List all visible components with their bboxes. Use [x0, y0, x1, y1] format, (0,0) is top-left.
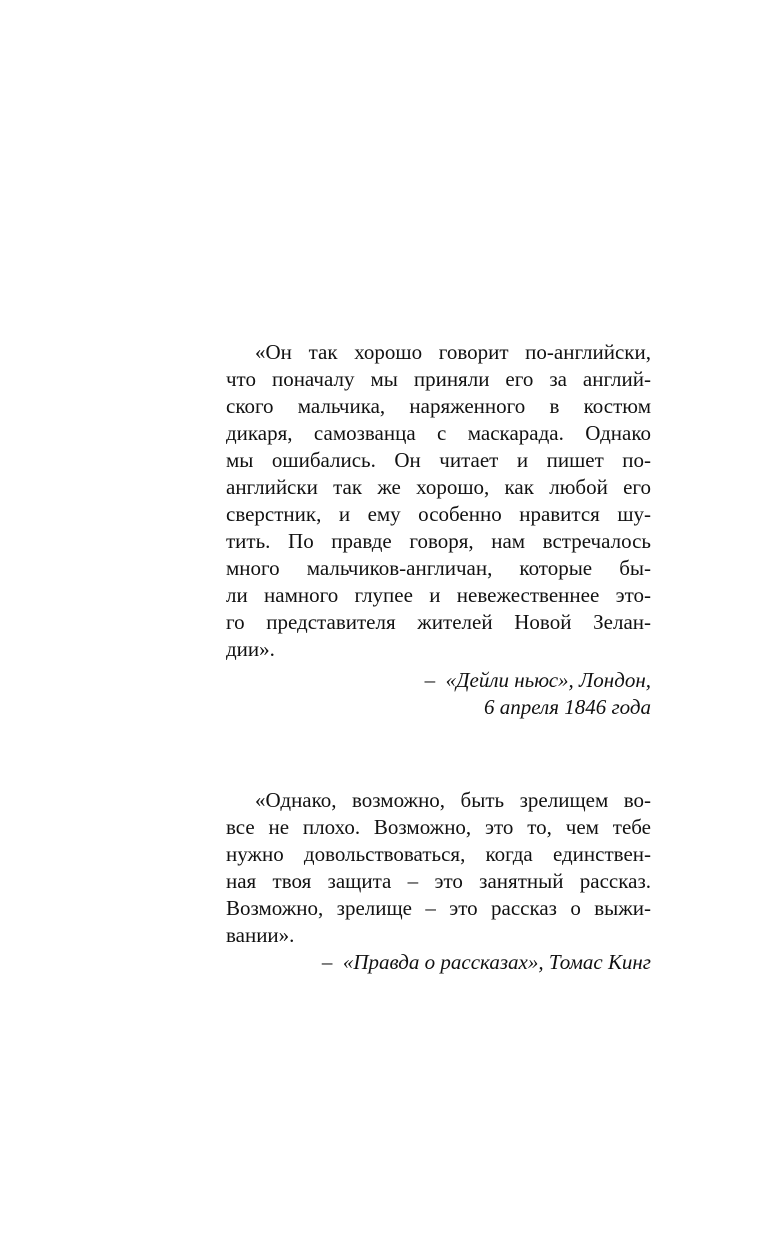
quote-line: «Он так хорошо говорит по-английски, — [255, 340, 651, 364]
quote-line: ли намного глупее и невежественнее это- — [226, 583, 651, 607]
quote-line: мы ошибались. Он читает и пишет по- — [226, 448, 651, 472]
quote-line: тить. По правде говоря, нам встречалось — [226, 529, 651, 553]
attribution-date: 6 апреля 1846 года — [483, 695, 651, 719]
quote-line: ная твоя защита – это занятный рассказ. — [226, 869, 651, 893]
epigraph-attribution — [226, 949, 651, 976]
attribution-source: «Правда о рассказах», Томас Кинг — [342, 950, 651, 974]
quote-line: дикаря, самозванца с маскарада. Однако — [226, 421, 651, 445]
quote-line: что поначалу мы приняли его за англий- — [226, 367, 651, 391]
epigraph-quote — [226, 339, 651, 663]
quote-line: дии». — [226, 637, 275, 661]
attribution-dash: – — [321, 950, 333, 974]
attribution-date-line — [226, 694, 651, 721]
attribution-line — [226, 949, 651, 976]
quote-line: Возможно, зрелище – это рассказ о выжи- — [226, 896, 651, 920]
epigraph-thomas-king — [226, 787, 651, 976]
quote-line: вании». — [226, 923, 295, 947]
epigraph-daily-news — [226, 339, 651, 721]
quote-line: нужно довольствоваться, когда единствен- — [226, 842, 651, 866]
quote-line: сверстник, и ему особенно нравится шу- — [226, 502, 651, 526]
attribution-dash: – — [424, 668, 436, 692]
quote-line: английски так же хорошо, как любой его — [226, 475, 651, 499]
quote-line: много мальчиков-англичан, которые бы- — [226, 556, 651, 580]
quote-line: ского мальчика, наряженного в костюм — [226, 394, 651, 418]
attribution-source: «Дейли ньюс», Лондон, — [445, 668, 651, 692]
epigraph-attribution — [226, 667, 651, 721]
quote-line: го представителя жителей Новой Зелан- — [226, 610, 651, 634]
quote-line: «Однако, возможно, быть зрелищем во- — [255, 788, 651, 812]
epigraph-quote — [226, 787, 651, 949]
attribution-line — [226, 667, 651, 694]
quote-line: все не плохо. Возможно, это то, чем тебе — [226, 815, 651, 839]
